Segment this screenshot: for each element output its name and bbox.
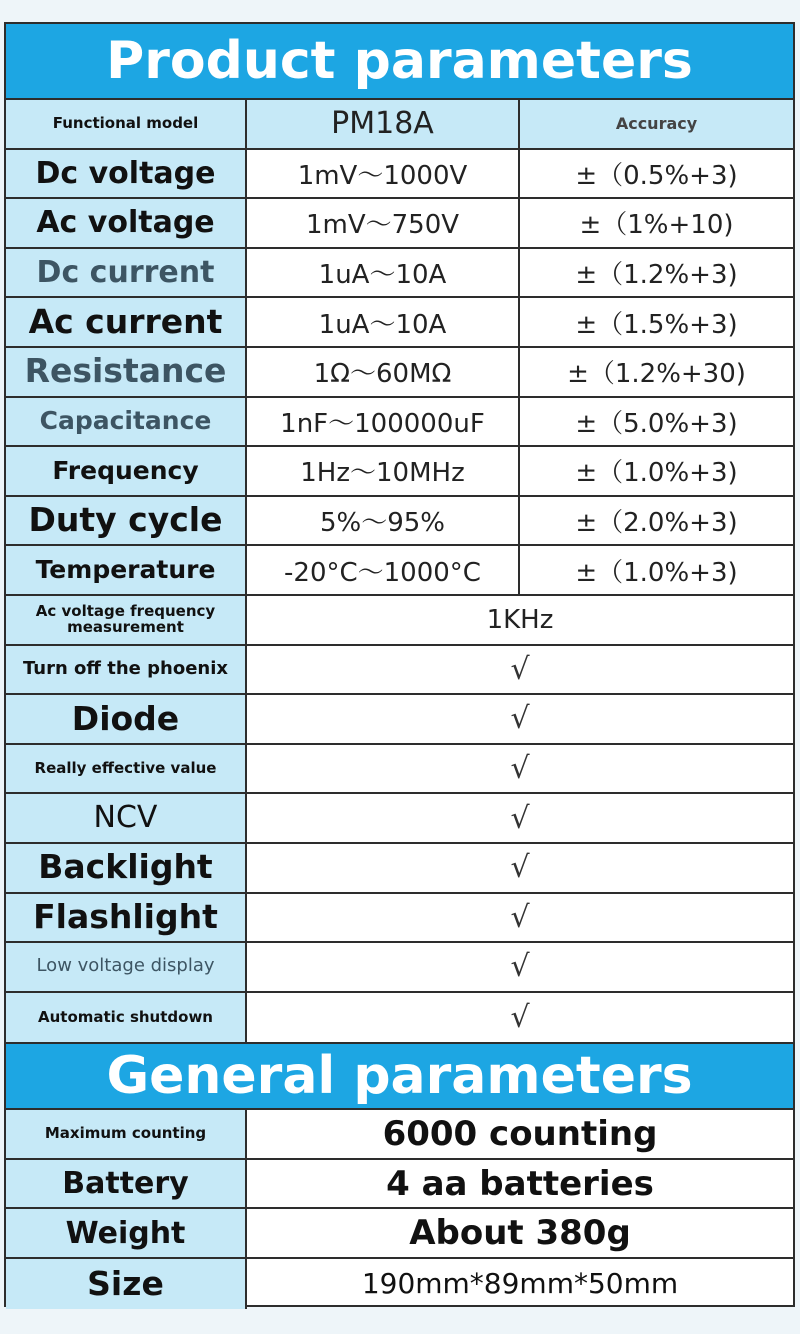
general-name: Size (6, 1259, 247, 1309)
table-row (6, 546, 793, 596)
check-mark-icon: √ (510, 800, 530, 836)
general-parameters-title: General parameters (6, 1042, 793, 1110)
feature-value: 1KHz (486, 604, 554, 635)
accuracy-header: Accuracy (520, 100, 793, 148)
general-row (6, 1209, 793, 1259)
feature-row (6, 695, 793, 745)
feature-name: Ac voltage frequency measurement (6, 596, 247, 644)
measurement-range: -20°C～1000°C (247, 546, 520, 594)
feature-name: Backlight (6, 844, 247, 892)
measurement-range: 5%～95% (247, 497, 520, 545)
general-row (6, 1160, 793, 1210)
header-label: Functional model (6, 100, 247, 148)
general-row (6, 1259, 793, 1309)
general-value: 190mm*89mm*50mm (361, 1267, 679, 1301)
feature-row (6, 745, 793, 795)
check-mark-icon: √ (510, 751, 530, 787)
measurement-range: 1nF～100000uF (247, 398, 520, 446)
feature-name: Turn off the phoenix (6, 646, 247, 694)
measurement-name: Frequency (6, 447, 247, 495)
general-row (6, 1110, 793, 1160)
general-name: Battery (6, 1160, 247, 1208)
check-mark-icon: √ (510, 850, 530, 886)
measurement-range: 1Ω～60MΩ (247, 348, 520, 396)
measurement-name: Dc current (6, 249, 247, 297)
model-name: PM18A (247, 100, 520, 148)
table-row (6, 447, 793, 497)
feature-name: Automatic shutdown (6, 993, 247, 1043)
check-mark-icon: √ (510, 999, 530, 1035)
general-value: 6000 counting (382, 1114, 658, 1155)
feature-row (6, 894, 793, 944)
general-value: About 380g (409, 1213, 631, 1254)
measurement-accuracy: ±（1.0%+3) (575, 557, 738, 588)
measurement-name: Temperature (6, 546, 247, 594)
feature-name: Low voltage display (6, 943, 247, 991)
measurement-name: Capacitance (6, 398, 247, 446)
spec-sheet (4, 22, 795, 1307)
measurement-name: Duty cycle (6, 497, 247, 545)
measurement-range: 1uA～10A (247, 249, 520, 297)
general-name: Weight (6, 1209, 247, 1257)
measurement-range: 1mV～750V (247, 199, 520, 247)
table-row (6, 199, 793, 249)
feature-row (6, 943, 793, 993)
measurement-name: Dc voltage (6, 150, 247, 198)
general-value: 4 aa batteries (386, 1163, 654, 1204)
table-row (6, 398, 793, 448)
feature-name: Diode (6, 695, 247, 743)
measurement-accuracy: ±（1.2%+30) (567, 359, 746, 390)
measurement-name: Resistance (6, 348, 247, 396)
product-parameters-title: Product parameters (6, 24, 793, 100)
feature-row (6, 646, 793, 696)
measurement-accuracy: ±（2.0%+3) (575, 508, 738, 539)
measurement-accuracy: ±（1.0%+3) (575, 458, 738, 489)
feature-row (6, 596, 793, 646)
general-name: Maximum counting (6, 1110, 247, 1158)
table-row (6, 249, 793, 299)
measurement-accuracy: ±（1.5%+3) (575, 309, 738, 340)
general-table (6, 1110, 793, 1308)
feature-row (6, 993, 793, 1043)
check-mark-icon: √ (510, 651, 530, 687)
table-row (6, 298, 793, 348)
measurement-range: 1Hz～10MHz (247, 447, 520, 495)
check-mark-icon: √ (510, 701, 530, 737)
measurement-accuracy: ±（5.0%+3) (575, 408, 738, 439)
feature-name: Really effective value (6, 745, 247, 793)
measurement-accuracy: ±（0.5%+3) (575, 160, 738, 191)
check-mark-icon: √ (510, 949, 530, 985)
feature-name: Flashlight (6, 894, 247, 942)
measurement-range: 1mV～1000V (247, 150, 520, 198)
product-table (6, 100, 793, 1042)
table-row (6, 497, 793, 547)
measurement-accuracy: ±（1%+10) (579, 210, 734, 241)
feature-row (6, 794, 793, 844)
measurement-accuracy: ±（1.2%+3) (575, 260, 738, 291)
feature-name: NCV (6, 794, 247, 842)
table-header-row (6, 100, 793, 150)
check-mark-icon: √ (510, 899, 530, 935)
measurement-range: 1uA～10A (247, 298, 520, 346)
feature-row (6, 844, 793, 894)
measurement-name: Ac voltage (6, 199, 247, 247)
measurement-name: Ac current (6, 298, 247, 346)
table-row (6, 348, 793, 398)
table-row (6, 150, 793, 200)
